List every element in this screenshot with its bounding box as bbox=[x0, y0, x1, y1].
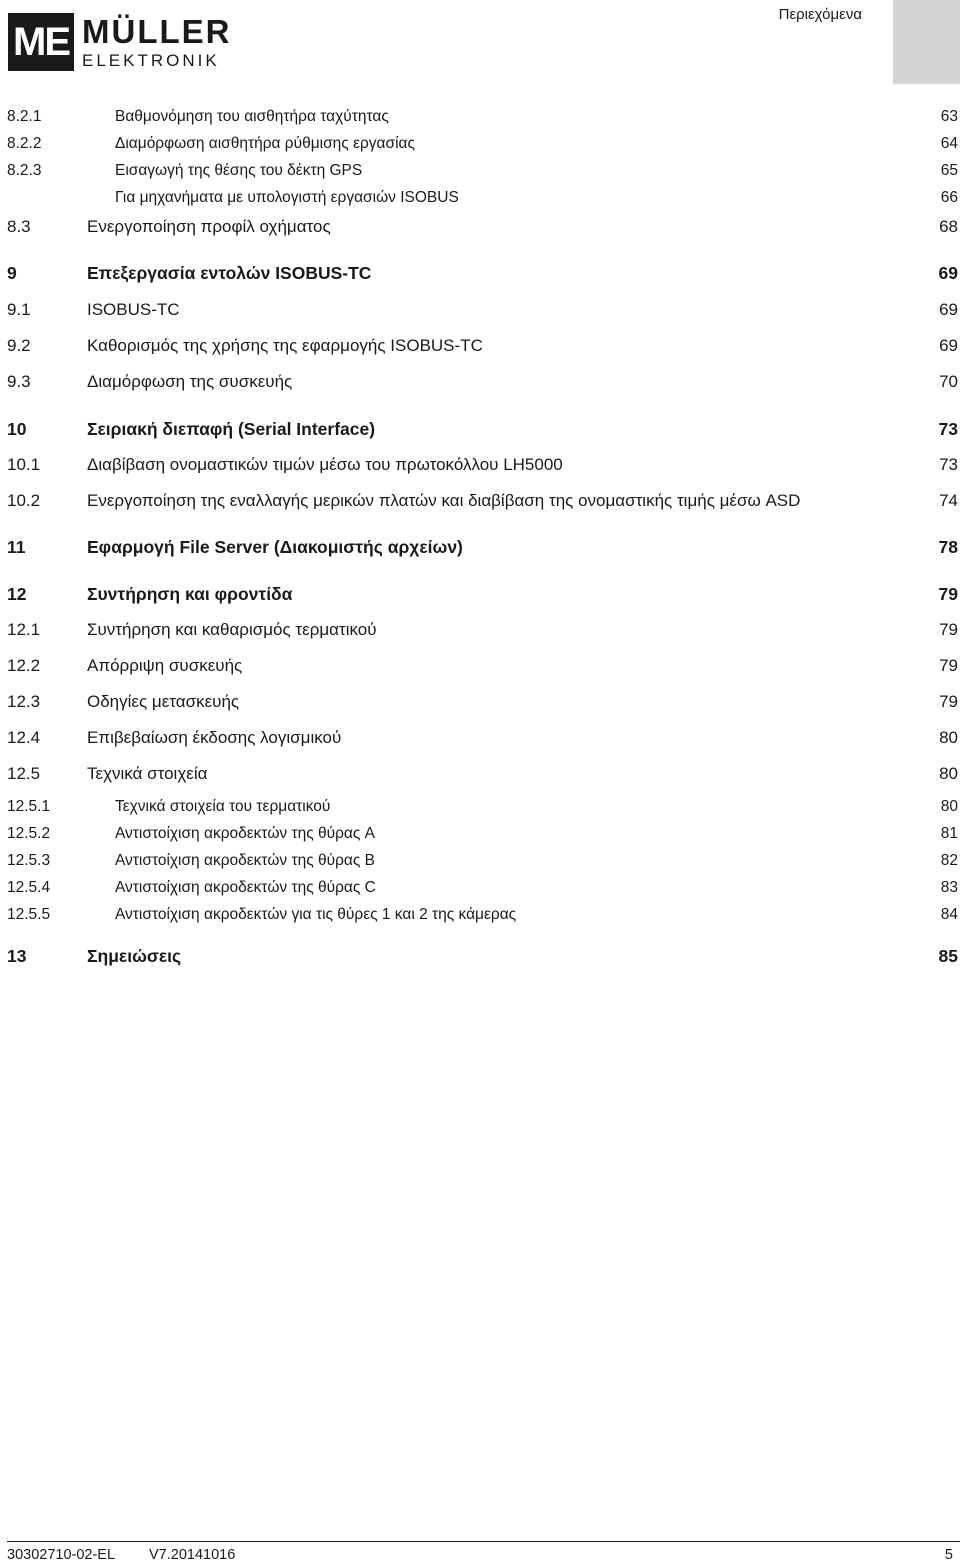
toc-entry-number: 8.3 bbox=[7, 217, 31, 236]
toc-entry-number: 12.5 bbox=[7, 764, 41, 783]
toc-entry-title: Αντιστοίχιση ακροδεκτών της θύρας A bbox=[115, 825, 375, 842]
toc-entry[interactable] bbox=[0, 879, 960, 903]
toc-entry-title: Αντιστοίχιση ακροδεκτών της θύρας C bbox=[115, 879, 376, 896]
toc-entry[interactable] bbox=[0, 728, 960, 752]
toc-entry-page: 80 bbox=[940, 798, 958, 815]
toc-entry-page: 85 bbox=[938, 946, 958, 966]
toc-entry[interactable] bbox=[0, 825, 960, 849]
toc-entry-page: 82 bbox=[940, 852, 958, 869]
toc-entry-number: 12.5.3 bbox=[7, 852, 51, 869]
toc-entry-number: 12.5.1 bbox=[7, 798, 51, 815]
toc-entry-number: 12 bbox=[7, 584, 27, 604]
toc-entry-page: 69 bbox=[939, 336, 958, 355]
toc-entry[interactable] bbox=[0, 537, 960, 561]
toc-entry-page: 79 bbox=[939, 692, 958, 711]
toc-entry[interactable] bbox=[0, 189, 960, 213]
toc-entry-number: 12.4 bbox=[7, 728, 41, 747]
toc-entry-title: Τεχνικά στοιχεία του τερματικού bbox=[115, 798, 331, 815]
toc-entry-page: 83 bbox=[940, 879, 958, 896]
toc-entry[interactable] bbox=[0, 455, 960, 479]
toc-entry-title: Αντιστοίχιση ακροδεκτών της θύρας B bbox=[115, 852, 375, 869]
toc-entry-page: 70 bbox=[939, 372, 958, 391]
toc-entry[interactable] bbox=[0, 764, 960, 788]
toc-entry-number: 10.1 bbox=[7, 455, 41, 474]
toc-entry-page: 74 bbox=[939, 491, 958, 510]
toc-entry-title: Σημειώσεις bbox=[87, 946, 182, 966]
toc-entry[interactable] bbox=[0, 217, 960, 241]
toc-entry[interactable] bbox=[0, 162, 960, 186]
toc-entry-title: Βαθμονόμηση του αισθητήρα ταχύτητας bbox=[115, 108, 389, 125]
toc-entry[interactable] bbox=[0, 419, 960, 443]
logo-mark: ME bbox=[8, 13, 74, 71]
toc-entry-number: 12.2 bbox=[7, 656, 41, 675]
toc-entry-title: Απόρριψη συσκευής bbox=[87, 656, 243, 675]
toc-entry-number: 12.3 bbox=[7, 692, 41, 711]
toc-entry[interactable] bbox=[0, 852, 960, 876]
toc-entry-page: 79 bbox=[939, 620, 958, 639]
toc-entry-page: 78 bbox=[938, 537, 958, 557]
toc-entry-page: 84 bbox=[940, 906, 958, 923]
toc-entry[interactable] bbox=[0, 135, 960, 159]
toc-entry-title: Ενεργοποίηση της εναλλαγής μερικών πλατών και διαβίβαση της ονομαστικής τιμής μέσω ASD bbox=[87, 491, 801, 510]
toc-entry-title: Σειριακή διεπαφή (Serial Interface) bbox=[87, 419, 376, 439]
chapter-tab bbox=[893, 0, 960, 84]
toc-entry-page: 64 bbox=[940, 135, 958, 152]
toc-entry[interactable] bbox=[0, 336, 960, 360]
toc-entry-number: 9.1 bbox=[7, 300, 31, 319]
toc-entry-title: Εφαρμογή File Server (Διακομιστής αρχείων) bbox=[87, 537, 463, 557]
toc-entry[interactable] bbox=[0, 491, 960, 515]
doc-number: 30302710-02-EL bbox=[7, 1547, 116, 1563]
toc-entry-page: 63 bbox=[940, 108, 958, 125]
toc-entry[interactable] bbox=[0, 372, 960, 396]
toc-entry-number: 13 bbox=[7, 946, 27, 966]
toc-entry-number: 10 bbox=[7, 419, 27, 439]
toc-entry-title: Ενεργοποίηση προφίλ οχήματος bbox=[87, 217, 331, 236]
toc-entry-number: 12.5.2 bbox=[7, 825, 51, 842]
toc-entry-title: Συντήρηση και καθαρισμός τερματικού bbox=[87, 620, 377, 639]
toc-entry-title: Οδηγίες μετασκευής bbox=[87, 692, 240, 711]
toc-entry-page: 68 bbox=[939, 217, 958, 236]
section-title: Περιεχόμενα bbox=[778, 6, 862, 23]
toc-entry-page: 81 bbox=[940, 825, 958, 842]
toc-entry[interactable] bbox=[0, 300, 960, 324]
doc-version: V7.20141016 bbox=[149, 1547, 236, 1563]
toc-entry-number: 9.3 bbox=[7, 372, 31, 391]
toc-entry[interactable] bbox=[0, 108, 960, 132]
toc-entry-title: Εισαγωγή της θέσης του δέκτη GPS bbox=[115, 162, 363, 179]
toc-entry-page: 79 bbox=[939, 656, 958, 675]
toc-entry-title: Αντιστοίχιση ακροδεκτών για τις θύρες 1 και 2 της κάμερας bbox=[115, 906, 517, 923]
toc-entry-number: 9.2 bbox=[7, 336, 31, 355]
toc-entry-title: Διαμόρφωση αισθητήρα ρύθμισης εργασίας bbox=[115, 135, 415, 152]
toc-entry[interactable] bbox=[0, 656, 960, 680]
toc-entry-page: 69 bbox=[939, 300, 958, 319]
company-logo bbox=[8, 13, 231, 71]
toc-entry-number: 12.5.5 bbox=[7, 906, 51, 923]
toc-entry-number: 9 bbox=[7, 263, 17, 283]
page-header bbox=[0, 0, 960, 86]
logo-wordmark bbox=[82, 15, 231, 69]
toc-entry-title: Επιβεβαίωση έκδοσης λογισμικού bbox=[87, 728, 342, 747]
logo-line1: MÜLLER bbox=[82, 13, 232, 50]
toc-entry-page: 65 bbox=[940, 162, 958, 179]
toc-entry[interactable] bbox=[0, 692, 960, 716]
toc-entry[interactable] bbox=[0, 584, 960, 608]
page-number: 5 bbox=[944, 1547, 953, 1563]
toc-entry-page: 79 bbox=[938, 584, 958, 604]
toc-entry[interactable] bbox=[0, 620, 960, 644]
toc-entry[interactable] bbox=[0, 946, 960, 970]
toc-entry-title: ISOBUS-TC bbox=[87, 300, 180, 319]
toc-entry-title: Επεξεργασία εντολών ISOBUS-TC bbox=[87, 263, 372, 283]
toc-entry-page: 66 bbox=[940, 189, 958, 206]
toc-entry-number: 11 bbox=[7, 537, 26, 557]
toc-entry-title: Συντήρηση και φροντίδα bbox=[87, 584, 293, 604]
toc-entry[interactable] bbox=[0, 263, 960, 287]
toc-entry-title: Διαβίβαση ονομαστικών τιμών μέσω του πρωτοκόλλου LH5000 bbox=[87, 455, 563, 474]
toc-entry-title: Καθορισμός της χρήσης της εφαρμογής ISOBUS-TC bbox=[87, 336, 483, 355]
toc-entry[interactable] bbox=[0, 906, 960, 930]
toc-entry-number: 12.1 bbox=[7, 620, 41, 639]
toc-entry-number: 12.5.4 bbox=[7, 879, 51, 896]
toc-entry-page: 73 bbox=[939, 455, 958, 474]
toc-entry[interactable] bbox=[0, 798, 960, 822]
logo-line2: ELEKTRONIK bbox=[82, 51, 220, 70]
toc-entry-number: 8.2.3 bbox=[7, 162, 42, 179]
toc-entry-page: 80 bbox=[939, 728, 958, 747]
toc-entry-page: 80 bbox=[939, 764, 958, 783]
toc-entry-number: 10.2 bbox=[7, 491, 41, 510]
footer-divider bbox=[7, 1541, 960, 1542]
toc-entry-title: Για μηχανήματα με υπολογιστή εργασιών ISOBUS bbox=[115, 189, 459, 206]
toc-entry-title: Τεχνικά στοιχεία bbox=[87, 764, 208, 783]
toc-entry-page: 69 bbox=[938, 263, 958, 283]
toc-entry-title: Διαμόρφωση της συσκευής bbox=[87, 372, 293, 391]
toc-entry-number: 8.2.1 bbox=[7, 108, 42, 125]
toc-entry-number: 8.2.2 bbox=[7, 135, 42, 152]
toc-entry-page: 73 bbox=[938, 419, 958, 439]
